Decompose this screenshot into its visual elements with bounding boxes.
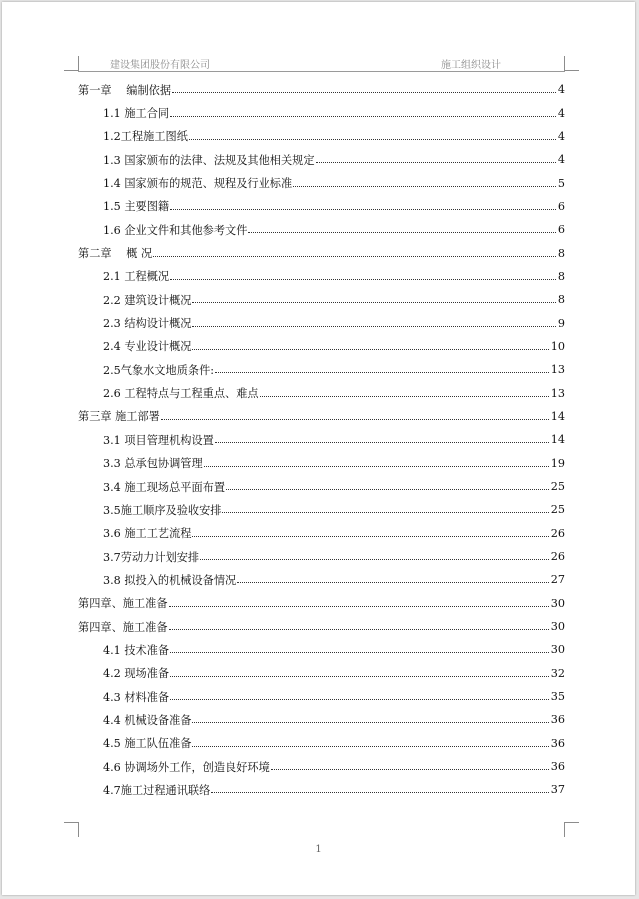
toc-entry-page: 14 [550,409,565,423]
toc-section-entry[interactable] [78,778,565,801]
toc-section-entry[interactable] [78,545,565,568]
toc-entry-page: 4 [557,106,565,120]
toc-dot-leader [248,232,555,233]
toc-dot-leader [260,396,549,397]
toc-section-entry[interactable] [78,522,565,545]
page-header [78,55,565,72]
toc-entry-title: 3.7劳动力计划安排 [103,550,200,564]
toc-entry-page: 13 [550,386,565,400]
toc-entry-title: 4.2 现场准备 [103,667,170,681]
toc-entry-title: 第一章 编制依据 [78,83,172,97]
toc-section-entry[interactable] [78,638,565,661]
toc-entry-page: 36 [550,736,565,750]
toc-entry-title: 2.2 建筑设计概况 [103,293,192,307]
toc-section-entry[interactable] [78,428,565,451]
toc-dot-leader [192,326,555,327]
toc-entry-title: 1.4 国家颁布的规范、规程及行业标准 [103,177,293,191]
toc-entry-page: 8 [557,293,565,307]
toc-entry-page: 14 [550,433,565,447]
toc-dot-leader [161,419,549,420]
margin-corner-top-right [564,56,579,71]
toc-entry-page: 32 [550,666,565,680]
toc-entry-title: 4.5 施工队伍准备 [103,737,192,751]
toc-entry-page: 8 [557,246,565,260]
toc-entry-page: 26 [550,550,565,564]
toc-entry-page: 25 [550,503,565,517]
toc-entry-page: 9 [557,316,565,330]
toc-entry-title: 1.1 施工合同 [103,107,170,121]
toc-entry-page: 36 [550,760,565,774]
toc-dot-leader [153,256,556,257]
toc-dot-leader [211,792,548,793]
header-document-title: 施工组织设计 [441,60,501,71]
toc-dot-leader [170,699,549,700]
toc-dot-leader [189,139,556,140]
toc-entry-page: 25 [550,480,565,494]
toc-entry-title: 第三章 施工部署 [78,410,160,424]
toc-dot-leader [192,536,548,537]
toc-entry-title: 4.7施工过程通讯联络 [103,783,211,797]
toc-dot-leader [169,629,549,630]
margin-corner-bottom-right [564,822,579,837]
toc-section-entry[interactable] [78,475,565,498]
toc-section-entry[interactable] [78,708,565,731]
toc-entry-page: 6 [557,223,565,237]
toc-section-entry[interactable] [78,755,565,778]
toc-section-entry[interactable] [78,218,565,241]
toc-entry-title: 3.5施工顺序及验收安排 [103,503,222,517]
toc-entry-title: 4.6 协调场外工作，创造良好环境 [103,760,270,774]
toc-entry-title: 2.6 工程特点与工程重点、难点 [103,387,259,401]
toc-entry-title: 4.3 材料准备 [103,690,170,704]
toc-entry-page: 4 [557,153,565,167]
toc-entry-title: 2.1 工程概况 [103,270,170,284]
toc-entry-page: 13 [550,363,565,377]
table-of-contents [78,78,565,802]
toc-section-entry[interactable] [78,195,565,218]
toc-entry-title: 1.3 国家颁布的法律、法规及其他相关规定 [103,153,315,167]
toc-entry-page: 4 [557,83,565,97]
toc-entry-title: 3.4 施工现场总平面布置 [103,480,226,494]
toc-entry-title: 第四章、施工准备 [78,597,168,611]
toc-section-entry[interactable] [78,381,565,404]
toc-dot-leader [293,186,556,187]
toc-entry-page: 30 [550,620,565,634]
page-number: 1 [315,844,322,855]
toc-chapter-entry[interactable] [78,592,565,615]
toc-dot-leader [172,92,556,93]
toc-dot-leader [169,606,549,607]
toc-section-entry[interactable] [78,732,565,755]
toc-entry-title: 4.4 机械设备准备 [103,713,192,727]
toc-dot-leader [170,652,549,653]
toc-dot-leader [170,676,549,677]
toc-dot-leader [226,489,549,490]
toc-entry-page: 10 [550,339,565,353]
toc-chapter-entry[interactable] [78,241,565,264]
toc-section-entry[interactable] [78,358,565,381]
toc-entry-page: 8 [557,269,565,283]
document-page [2,2,635,895]
toc-section-entry[interactable] [78,568,565,591]
toc-entry-title: 3.6 施工工艺流程 [103,527,192,541]
toc-entry-title: 2.3 结构设计概况 [103,317,192,331]
toc-entry-page: 30 [550,596,565,610]
toc-section-entry[interactable] [78,685,565,708]
toc-dot-leader [192,302,555,303]
toc-dot-leader [170,209,556,210]
toc-entry-title: 2.5气象水文地质条件: [103,363,215,377]
margin-corner-bottom-left [64,822,79,837]
toc-section-entry[interactable] [78,498,565,521]
toc-entry-page: 36 [550,713,565,727]
toc-entry-title: 3.3 总承包协调管理 [103,457,203,471]
toc-dot-leader [237,582,549,583]
toc-dot-leader [192,349,548,350]
toc-dot-leader [192,722,548,723]
toc-entry-page: 4 [557,129,565,143]
toc-dot-leader [170,116,556,117]
toc-dot-leader [204,466,549,467]
toc-section-entry[interactable] [78,265,565,288]
toc-entry-title: 1.6 企业文件和其他参考文件 [103,223,248,237]
toc-entry-page: 30 [550,643,565,657]
toc-entry-page: 35 [550,690,565,704]
header-company-name: 建设集团股份有限公司 [110,60,210,71]
toc-section-entry[interactable] [78,452,565,475]
toc-dot-leader [215,442,549,443]
toc-section-entry[interactable] [78,662,565,685]
toc-dot-leader [271,769,549,770]
toc-chapter-entry[interactable] [78,615,565,638]
toc-section-entry[interactable] [78,125,565,148]
toc-section-entry[interactable] [78,148,565,171]
toc-chapter-entry[interactable] [78,405,565,428]
toc-dot-leader [215,372,549,373]
toc-entry-page: 6 [557,199,565,213]
toc-entry-page: 27 [550,573,565,587]
toc-entry-title: 2.4 专业设计概况 [103,340,192,354]
toc-section-entry[interactable] [78,171,565,194]
toc-entry-title: 第二章 概 况 [78,247,153,261]
toc-entry-title: 3.1 项目管理机构设置 [103,433,214,447]
toc-entry-title: 3.8 拟投入的机械设备情况 [103,573,237,587]
toc-dot-leader [222,512,548,513]
toc-entry-title: 1.2工程施工图纸 [103,130,188,144]
toc-chapter-entry[interactable] [78,78,565,101]
toc-section-entry[interactable] [78,288,565,311]
toc-entry-title: 1.5 主要图籍 [103,200,170,214]
toc-dot-leader [170,279,556,280]
toc-entry-page: 26 [550,526,565,540]
toc-entry-page: 37 [550,783,565,797]
toc-entry-page: 19 [550,456,565,470]
toc-section-entry[interactable] [78,311,565,334]
toc-section-entry[interactable] [78,335,565,358]
toc-section-entry[interactable] [78,101,565,124]
toc-entry-title: 第四章、施工准备 [78,620,168,634]
margin-corner-top-left [64,56,79,71]
toc-entry-page: 5 [557,176,565,190]
toc-dot-leader [200,559,549,560]
toc-dot-leader [316,162,556,163]
toc-dot-leader [192,746,548,747]
toc-entry-title: 4.1 技术准备 [103,643,170,657]
